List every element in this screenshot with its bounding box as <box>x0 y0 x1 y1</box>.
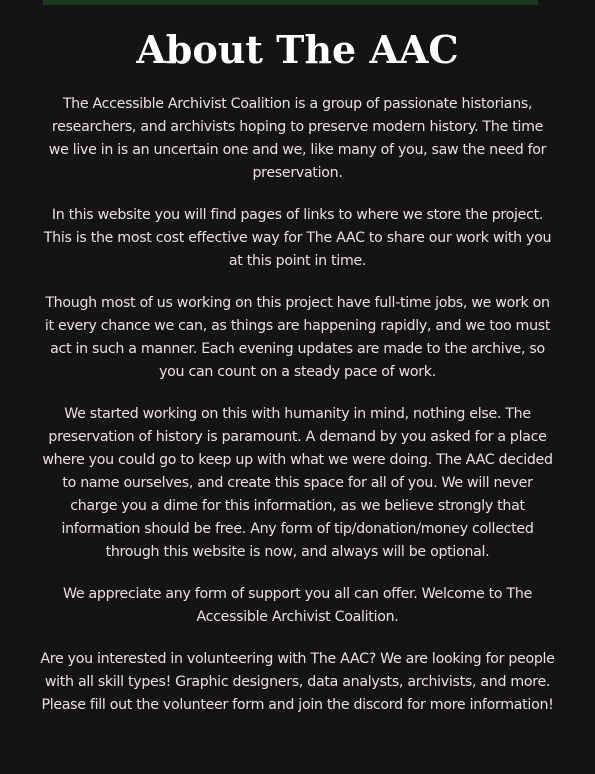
about-paragraph-volunteer: Are you interested in volunteering with The AAC? We are looking for people with all skill types! Graphic designers, data analysts, archivists, and more. Please fill out the volunteer form and join the discord for more information! <box>40 651 555 713</box>
about-paragraph-humanity: We started working on this with humanity in mind, nothing else. The preservation of history is paramount. A demand by you asked for a place where you could go to keep up with what we were doing. The AAC decided to name ourselves, and create this space for all of you. We will never charge you a dime for this information, as we believe strongly that information should be free. Any form of tip/donation/money collected through this website is now, and always will be optional. <box>42 406 553 560</box>
about-paragraph-work: Though most of us working on this project have full-time jobs, we work on it every chance we can, as things are happening rapidly, and we too must act in such a manner. Each evening updates are made to the archive, so you can count on a steady pace of work. <box>44 295 551 380</box>
about-paragraph-welcome: We appreciate any form of support you all can offer. Welcome to The Accessible Archivist Coalition. <box>62 586 533 625</box>
about-content <box>40 93 555 736</box>
top-header-bar <box>43 0 538 5</box>
page-title: About The AAC <box>136 27 459 72</box>
about-paragraph-links: In this website you will find pages of links to where we store the project. This is the most cost effective way for The AAC to share our work with you at this point in time. <box>43 207 552 269</box>
about-paragraph-intro: The Accessible Archivist Coalition is a group of passionate historians, researchers, and archivists hoping to preserve modern history. The time we live in is an uncertain one and we, like many of you, saw the need for preservation. <box>48 96 547 181</box>
